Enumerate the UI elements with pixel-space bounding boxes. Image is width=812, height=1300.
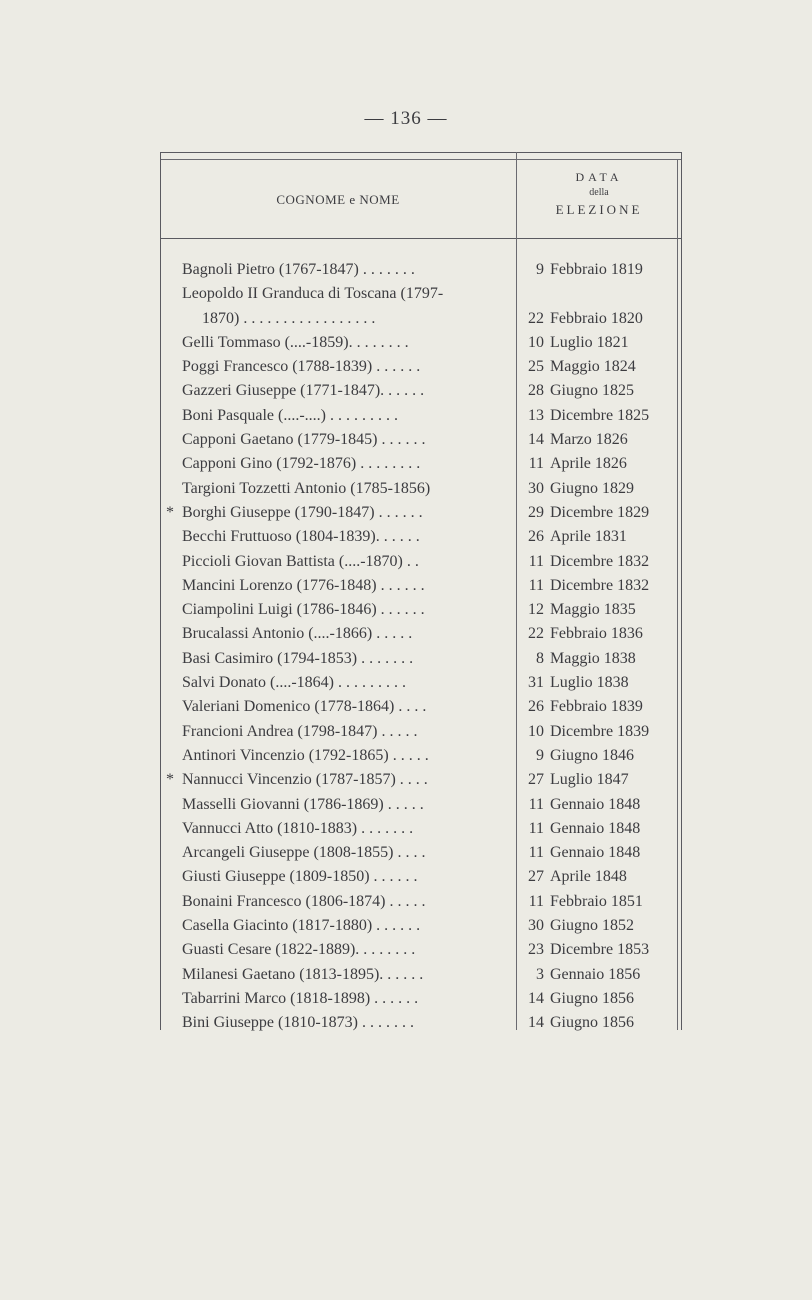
election-day: 30 (528, 479, 544, 497)
table-row (160, 282, 682, 306)
election-month-year: Giugno 1856 (550, 989, 634, 1007)
election-date (522, 987, 676, 1011)
election-date (522, 744, 676, 768)
member-name: Poggi Francesco (1788-1839) . . . . . . (182, 358, 421, 376)
election-month-year: Gennaio 1848 (550, 844, 641, 862)
member-name: Milanesi Gaetano (1813-1895). . . . . . (182, 965, 424, 983)
election-date (522, 622, 676, 646)
member-name: Bini Giuseppe (1810-1873) . . . . . . . (182, 1014, 414, 1032)
election-month-year: Giugno 1856 (550, 1014, 634, 1032)
table-row (160, 307, 682, 331)
election-day: 26 (528, 528, 544, 546)
member-name: Tabarrini Marco (1818-1898) . . . . . . (182, 989, 419, 1007)
member-name: Boni Pasquale (....-....) . . . . . . . . . (182, 406, 398, 424)
election-day: 30 (528, 917, 544, 935)
election-day: 11 (528, 819, 544, 837)
table-row (160, 793, 682, 817)
election-date (522, 574, 676, 598)
table-top-rule-inner (160, 159, 682, 160)
member-name: Targioni Tozzetti Antonio (1785-1856) (182, 479, 431, 497)
election-day: 28 (528, 382, 544, 400)
election-day: 10 (528, 722, 544, 740)
table-row (160, 452, 682, 476)
election-day: 27 (528, 771, 544, 789)
member-name: Gelli Tommaso (....-1859). . . . . . . . (182, 333, 409, 351)
election-month-year: Dicembre 1832 (550, 552, 650, 570)
election-day: 3 (536, 965, 544, 983)
election-month-year: Marzo 1826 (550, 431, 628, 449)
election-month-year: Febbraio 1836 (550, 625, 643, 643)
election-month-year: Giugno 1846 (550, 746, 634, 764)
election-month-year: Giugno 1852 (550, 917, 634, 935)
member-name: Guasti Cesare (1822-1889). . . . . . . . (182, 941, 416, 959)
election-month-year: Luglio 1821 (550, 333, 629, 351)
election-day: 11 (528, 576, 544, 594)
member-name: Mancini Lorenzo (1776-1848) . . . . . . (182, 576, 425, 594)
election-day: 26 (528, 698, 544, 716)
member-name: Antinori Vincenzio (1792-1865) . . . . . (182, 746, 429, 764)
election-date (522, 695, 676, 719)
member-name: Brucalassi Antonio (....-1866) . . . . . (182, 625, 413, 643)
table-row (160, 525, 682, 549)
election-month-year: Luglio 1838 (550, 674, 629, 692)
election-month-year: Febbraio 1820 (550, 309, 643, 327)
header-name-column: COGNOME e NOME (276, 192, 400, 207)
election-date (522, 768, 676, 792)
election-day: 8 (536, 649, 544, 667)
election-date (522, 355, 676, 379)
election-day: 29 (528, 503, 544, 521)
table-row (160, 865, 682, 889)
table-row (160, 817, 682, 841)
member-name: Nannucci Vincenzio (1787-1857) . . . . (182, 771, 428, 789)
election-day: 11 (528, 892, 544, 910)
member-name: Valeriani Domenico (1778-1864) . . . . (182, 698, 427, 716)
election-month-year: Gennaio 1856 (550, 965, 641, 983)
election-month-year: Giugno 1825 (550, 382, 634, 400)
election-day: 31 (528, 674, 544, 692)
row-marker: * (166, 503, 174, 521)
election-day: 11 (528, 795, 544, 813)
member-name: Salvi Donato (....-1864) . . . . . . . . . (182, 674, 406, 692)
election-date (522, 647, 676, 671)
table-row (160, 550, 682, 574)
election-date (522, 379, 676, 403)
elections-table (160, 152, 682, 1030)
table-row (160, 428, 682, 452)
member-name: Francioni Andrea (1798-1847) . . . . . (182, 722, 418, 740)
header-date-line-3: ELEZIONE (555, 202, 643, 217)
table-row (160, 477, 682, 501)
table-body (160, 258, 682, 1036)
election-month-year: Maggio 1824 (550, 358, 636, 376)
election-day: 14 (528, 1014, 544, 1032)
election-day: 27 (528, 868, 544, 886)
table-row (160, 258, 682, 282)
election-day: 25 (528, 358, 544, 376)
election-date (522, 841, 676, 865)
member-name: Leopoldo II Granduca di Toscana (1797- (182, 285, 444, 303)
table-row (160, 744, 682, 768)
header-date-line-2: della (589, 187, 609, 198)
table-top-rule (160, 152, 682, 153)
table-row (160, 938, 682, 962)
election-day: 14 (528, 431, 544, 449)
election-date (522, 793, 676, 817)
header-date-line-1: DATA (575, 170, 623, 184)
election-date (522, 258, 676, 282)
table-row (160, 622, 682, 646)
header-separator (160, 238, 682, 239)
member-name: Casella Giacinto (1817-1880) . . . . . . (182, 917, 421, 935)
table-row (160, 379, 682, 403)
table-row (160, 1011, 682, 1035)
table-row (160, 890, 682, 914)
election-month-year: Dicembre 1832 (550, 576, 650, 594)
table-row (160, 987, 682, 1011)
election-day: 11 (528, 844, 544, 862)
election-month-year: Maggio 1838 (550, 649, 636, 667)
election-day: 14 (528, 989, 544, 1007)
table-row (160, 841, 682, 865)
election-month-year: Febbraio 1839 (550, 698, 643, 716)
election-date (522, 428, 676, 452)
page-number: — 136 — (364, 108, 448, 129)
table-row (160, 355, 682, 379)
election-day: 22 (528, 309, 544, 327)
member-name: Arcangeli Giuseppe (1808-1855) . . . . (182, 844, 426, 862)
election-date (522, 598, 676, 622)
election-day: 23 (528, 941, 544, 959)
member-name: Capponi Gaetano (1779-1845) . . . . . . (182, 431, 426, 449)
election-month-year: Dicembre 1825 (550, 406, 650, 424)
member-name: Becchi Fruttuoso (1804-1839). . . . . . (182, 528, 420, 546)
election-month-year: Dicembre 1853 (550, 941, 650, 959)
election-month-year: Aprile 1848 (550, 868, 627, 886)
table-row (160, 720, 682, 744)
election-date (522, 525, 676, 549)
election-day: 9 (536, 746, 544, 764)
election-date (522, 914, 676, 938)
election-date (522, 671, 676, 695)
election-date (522, 817, 676, 841)
table-row (160, 914, 682, 938)
election-date (522, 938, 676, 962)
table-row (160, 768, 682, 792)
election-month-year: Febbraio 1819 (550, 261, 643, 278)
election-date (522, 331, 676, 355)
member-name: Bonaini Francesco (1806-1874) . . . . . (182, 892, 426, 910)
member-name: Vannucci Atto (1810-1883) . . . . . . . (182, 819, 414, 837)
member-name: Bagnoli Pietro (1767-1847) . . . . . . . (182, 261, 415, 278)
member-name: Borghi Giuseppe (1790-1847) . . . . . . (182, 503, 423, 521)
election-date (522, 307, 676, 331)
election-day: 12 (528, 601, 544, 619)
election-date (522, 720, 676, 744)
table-row (160, 331, 682, 355)
member-name: Gazzeri Giuseppe (1771-1847). . . . . . (182, 382, 425, 400)
election-date (522, 890, 676, 914)
table-row (160, 598, 682, 622)
table-row (160, 574, 682, 598)
election-month-year: Dicembre 1829 (550, 503, 650, 521)
table-row (160, 963, 682, 987)
election-date (522, 550, 676, 574)
table-row (160, 671, 682, 695)
table-row (160, 404, 682, 428)
election-month-year: Giugno 1829 (550, 479, 634, 497)
election-month-year: Febbraio 1851 (550, 892, 643, 910)
election-day: 11 (528, 552, 544, 570)
election-day: 9 (536, 261, 544, 278)
table-row (160, 501, 682, 525)
member-name: Giusti Giuseppe (1809-1850) . . . . . . (182, 868, 418, 886)
member-name: Basi Casimiro (1794-1853) . . . . . . . (182, 649, 414, 667)
election-date (522, 282, 676, 306)
election-date (522, 477, 676, 501)
election-month-year: Aprile 1831 (550, 528, 627, 546)
member-name: 1870) . . . . . . . . . . . . . . . . . (202, 309, 376, 327)
election-month-year: Gennaio 1848 (550, 819, 641, 837)
table-row (160, 647, 682, 671)
election-date (522, 1011, 676, 1035)
election-date (522, 501, 676, 525)
member-name: Masselli Giovanni (1786-1869) . . . . . (182, 795, 424, 813)
election-day: 13 (528, 406, 544, 424)
election-month-year: Aprile 1826 (550, 455, 627, 473)
member-name: Piccioli Giovan Battista (....-1870) . . (182, 552, 419, 570)
election-month-year: Dicembre 1839 (550, 722, 650, 740)
election-day: 11 (528, 455, 544, 473)
member-name: Capponi Gino (1792-1876) . . . . . . . . (182, 455, 421, 473)
election-date (522, 404, 676, 428)
election-date (522, 963, 676, 987)
election-month-year: Maggio 1835 (550, 601, 636, 619)
table-row (160, 695, 682, 719)
row-marker: * (166, 771, 174, 789)
election-month-year: Luglio 1847 (550, 771, 629, 789)
election-day: 10 (528, 333, 544, 351)
election-date (522, 865, 676, 889)
header-date-column (516, 170, 682, 218)
election-date (522, 452, 676, 476)
election-month-year: Gennaio 1848 (550, 795, 641, 813)
member-name: Ciampolini Luigi (1786-1846) . . . . . . (182, 601, 425, 619)
election-day: 22 (528, 625, 544, 643)
